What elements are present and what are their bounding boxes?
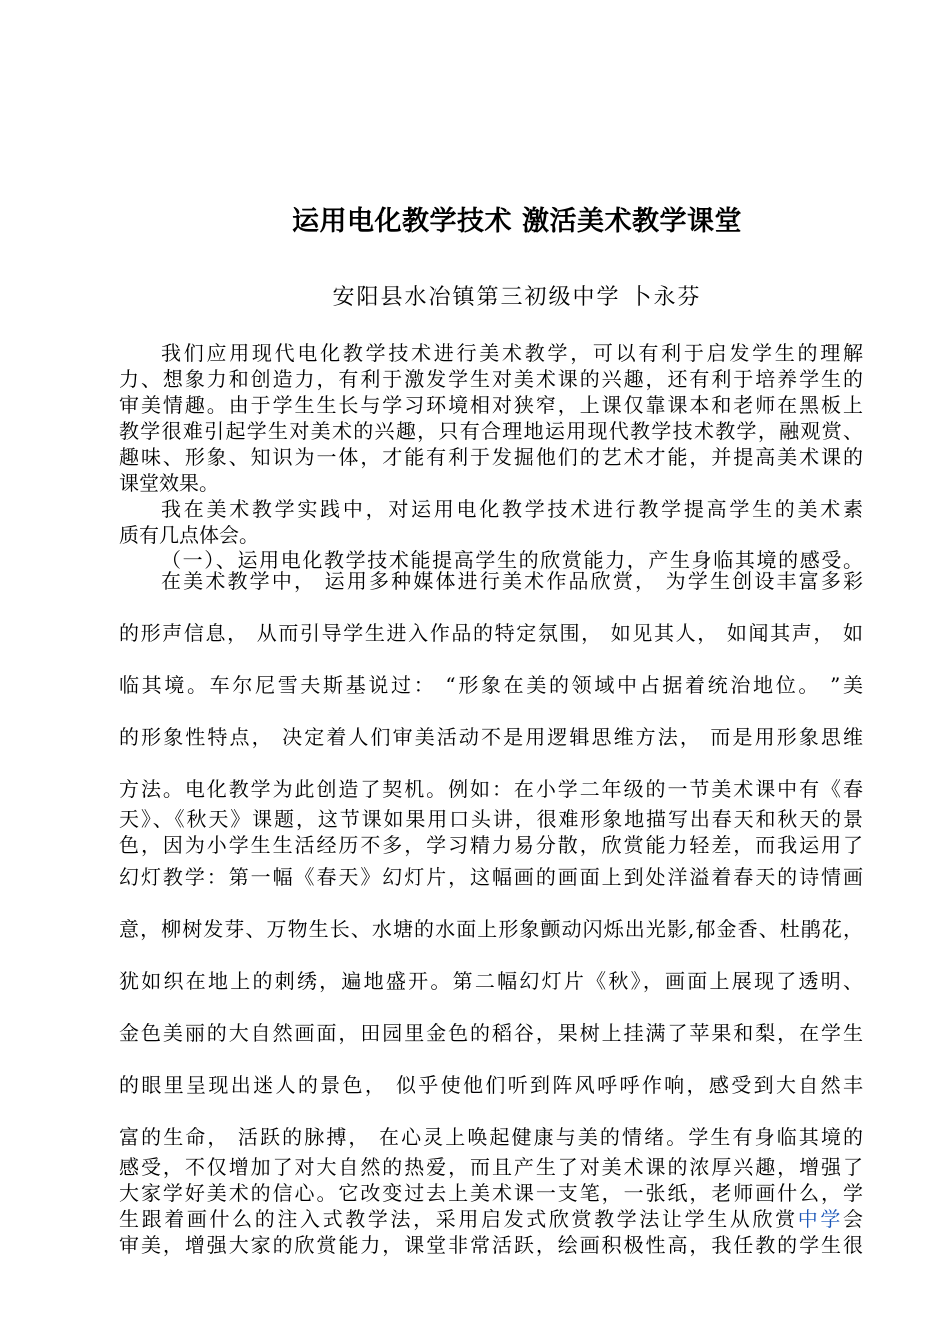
section-heading: （一）、运用电化教学技术能提高学生的欣赏能力，产生身临其境的感受。 [161,548,863,572]
paragraph-line: 大家学好美术的信心。它改变过去上美术课一支笔，一张纸，老师画什么，学 [119,1181,863,1205]
paragraph-line: 教学很难引起学生对美术的兴趣，只有合理地运用现代教学技术教学，融观赏、 [119,419,863,443]
paragraph-line: 犹如织在地上的刺绣，遍地盛开。第二幅幻灯片《秋》，画面上展现了透明、 [119,969,863,993]
paragraph-line: 意，柳树发芽、万物生长、水塘的水面上形象颤动闪烁出光影,郁金香、杜鹃花， [119,917,863,941]
paragraph-line: 的眼里呈现出迷人的景色， 似乎使他们听到阵风呼呼作响，感受到大自然丰 [119,1073,863,1097]
paragraph-line: 质有几点体会。 [119,523,259,547]
paragraph-line: 临其境。车尔尼雪夫斯基说过： “形象在美的领域中占据着统治地位。 ”美 [119,673,863,697]
paragraph-line: 方法。电化教学为此创造了契机。例如：在小学二年级的一节美术课中有《春 [119,777,863,801]
paragraph-line: 审美，增强大家的欣赏能力，课堂非常活跃，绘画积极性高，我任教的学生很 [119,1233,863,1257]
paragraph-line: 力、想象力和创造力，有利于激发学生对美术课的兴趣，还有利于培养学生的 [119,367,863,391]
paragraph-line: 我们应用现代电化教学技术进行美术教学，可以有利于启发学生的理解 [161,341,863,365]
line-text: 生跟着画什么的注入式教学法，采用启发式欣赏教学法让学生从欣赏 [119,1207,798,1231]
author-line: 安阳县水冶镇第三初级中学 卜永芬 [332,285,702,310]
paragraph-line [119,1206,863,1232]
paragraph-line: 天》、《秋天》课题，这节课如果用口头讲，很难形象地描写出春天和秋天的景 [119,807,863,831]
paragraph-line: 的形声信息， 从而引导学生进入作品的特定氛围， 如见其人， 如闻其声， 如 [119,621,863,645]
paragraph-line: 幻灯教学：第一幅《春天》幻灯片，这幅画的画面上到处洋溢着春天的诗情画 [119,865,863,889]
paragraph-line: 我在美术教学实践中，对运用电化教学技术进行教学提高学生的美术素 [161,497,863,521]
paragraph-line: 审美情趣。由于学生生长与学习环境相对狭窄，上课仅靠课本和老师在黑板上 [119,393,863,417]
document-title: 运用电化教学技术 激活美术教学课堂 [292,206,742,237]
paragraph-line: 感受，不仅增加了对大自然的热爱，而且产生了对美术课的浓厚兴趣，增强了 [119,1155,863,1179]
line-text-tail: 会 [843,1207,863,1231]
school-link[interactable]: 中学 [797,1207,843,1231]
paragraph-line: 富的生命， 活跃的脉搏， 在心灵上唤起健康与美的情绪。学生有身临其境的 [119,1125,863,1149]
paragraph-line: 色，因为小学生生活经历不多，学习精力易分散，欣赏能力轻差，而我运用了 [119,833,863,857]
paragraph-line: 课堂效果。 [119,471,219,495]
paragraph-line: 趣味、形象、知识为一体，才能有利于发掘他们的艺术才能，并提高美术课的 [119,445,863,469]
paragraph-line: 在美术教学中， 运用多种媒体进行美术作品欣赏， 为学生创设丰富多彩 [161,569,863,593]
paragraph-line: 金色美丽的大自然画面，田园里金色的稻谷，果树上挂满了苹果和梨，在学生 [119,1021,863,1045]
paragraph-line: 的形象性特点， 决定着人们审美活动不是用逻辑思维方法， 而是用形象思维 [119,725,863,749]
